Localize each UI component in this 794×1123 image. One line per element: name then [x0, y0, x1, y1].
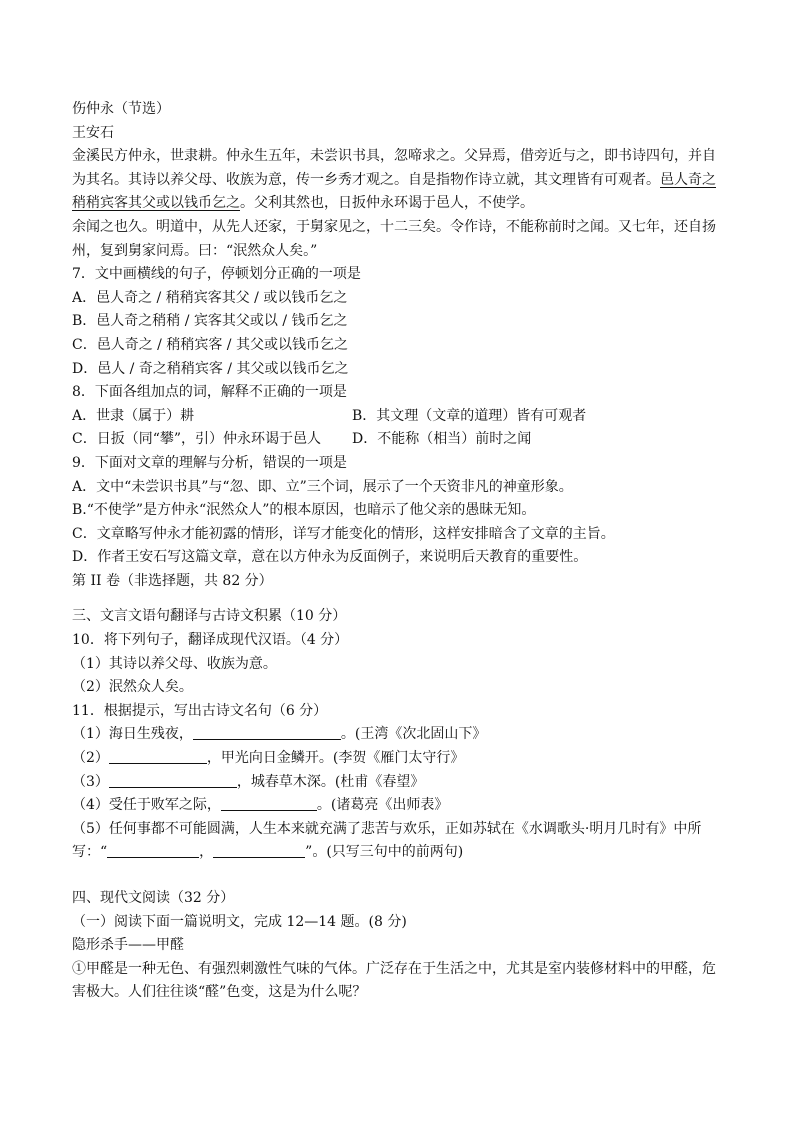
spacer: [72, 593, 722, 605]
section-3-title: 三、文言文语句翻译与古诗文积累（10 分）: [72, 608, 347, 625]
answer-blank[interactable]: [109, 748, 207, 764]
answer-blank[interactable]: [193, 724, 341, 740]
article-paragraph-1: ①甲醛是一种无色、有强烈刺激性气味的气体。广泛存在于生活之中，尤其是室内装修材料中的甲醛，危害极大。人们往往谈“醛”色变，这是为什么呢？: [72, 960, 716, 1001]
q7-option-a: A．邑人奇之 / 稍稍宾客其父 / 或以钱币乞之: [72, 289, 348, 306]
q11-item-4: [72, 794, 722, 818]
q9-option-d: D．作者王安石写这篇文章，意在以方仲永为反面例子，来说明后天教育的重要性。: [72, 549, 588, 566]
question-7-stem: 7．文中画横线的句子，停顿划分正确的一项是: [72, 266, 361, 283]
q11-item-2: [72, 747, 722, 771]
q11-item-5: [72, 818, 722, 865]
q8-option-a: A．世隶（属于）耕: [72, 407, 195, 424]
q8-option-d: D．不能称（相当）前时之闻: [352, 431, 532, 448]
question-10-stem: 10．将下列句子，翻译成现代汉语。（4 分）: [72, 632, 349, 649]
q7-option-c: C．邑人奇之 / 稍稍宾客 / 其父或以钱币乞之: [72, 336, 348, 353]
question-9-stem: 9．下面对文章的理解与分析，错误的一项是: [72, 454, 347, 471]
q11-item-1-prompt: （1）海日生残夜，: [72, 726, 193, 743]
q11-item-3: [72, 771, 722, 795]
q10-item-2: （2）泯然众人矣。: [72, 679, 193, 696]
q11-item-5-prompt-cont: 写：“: [72, 844, 108, 861]
passage-p1-text: 金溪民方仲永，世隶耕。仲永生五年，未尝识书具，忽啼求之。父异焉，借旁近与之，即书诗四句，并自为其名。其诗以养父母、收族为意，传一乡秀才观之。自是指物作诗立就，其文理皆有可观者。: [72, 148, 716, 188]
q10-item-1: （1）其诗以养父母、收族为意。: [72, 655, 277, 672]
article-title: 隐形杀手——甲醛: [72, 937, 184, 954]
part-2-heading: 第 II 卷（非选择题，共 82 分）: [72, 572, 273, 589]
q11-item-4-source: 。(诸葛亮《出师表》: [316, 797, 449, 814]
q7-option-d: D．邑人 / 奇之稍稍宾客 / 其父或以钱币乞之: [72, 360, 349, 377]
q11-item-5-prompt: （5）任何事都不可能圆满，人生本来就充满了悲苦与欢乐，正如苏轼在《水调歌头·明月几时有》中所: [72, 820, 702, 837]
q9-option-a: A．文中“未尝识书具”与“忽、即、立”三个词，展示了一个天资非凡的神童形象。: [72, 478, 573, 495]
answer-blank[interactable]: [213, 842, 305, 858]
q11-item-2-source: ，甲光向日金鳞开。(李贺《雁门太守行》: [206, 750, 465, 767]
section-4-subheading: （一）阅读下面一篇说明文，完成 12—14 题。(8 分): [72, 913, 407, 930]
q11-item-2-prompt: （2）: [72, 750, 109, 767]
q11-item-3-prompt: （3）: [72, 773, 109, 790]
q8-options-row-2: [72, 428, 722, 452]
q11-item-1-source: 。(王湾《次北固山下》: [340, 726, 487, 743]
exam-page: [72, 98, 722, 1005]
passage-paragraph-1: [72, 145, 722, 216]
answer-blank[interactable]: [107, 842, 199, 858]
passage-author: 王安石: [72, 124, 114, 141]
q8-option-c: C．日扳（同“攀”，引）仲永环谒于邑人: [72, 431, 322, 448]
passage-title: 伤仲永（节选）: [72, 101, 170, 117]
section-4-title: 四、现代文阅读（32 分）: [72, 890, 235, 906]
q11-item-4-prompt: （4）受任于败军之际，: [72, 797, 221, 814]
q11-item-1: [72, 723, 722, 747]
question-8-stem: 8．下面各组加点的词，解释不正确的一项是: [72, 384, 347, 401]
q11-item-5-note: ”。(只写三句中的前两句): [305, 844, 464, 861]
underlined-sentence: 邑人奇之稍稍宾客其父或以钱币乞之: [72, 171, 716, 212]
comma: ，: [199, 844, 214, 861]
spacer: [72, 865, 722, 887]
answer-blank[interactable]: [221, 795, 317, 811]
q9-option-c: C．文章略写仲永才能初露的情形，详写才能变化的情形，这样安排暗含了文章的主旨。: [72, 525, 615, 542]
q9-option-b: B.“不使学”是方仲永“泯然众人”的根本原因，也暗示了他父亲的愚昧无知。: [72, 502, 536, 519]
question-11-stem: 11．根据提示，写出古诗文名句（6 分）: [72, 702, 328, 719]
passage-p1-text-end: 。父利其然也，日扳仲永环谒于邑人，不使学。: [240, 195, 534, 212]
q8-option-b: B．其文理（文章的道理）皆有可观者: [352, 407, 587, 424]
q11-item-3-source: ，城春草木深。(杜甫《春望》: [236, 773, 425, 790]
passage-paragraph-2: 余闻之也久。明道中，从先人还家，于舅家见之，十二三矣。令作诗，不能称前时之闻。又七年，还自扬州，复到舅家问焉。曰：“泯然众人矣。”: [72, 218, 716, 259]
q7-option-b: B．邑人奇之稍稍 / 宾客其父或以 / 钱币乞之: [72, 313, 348, 330]
answer-blank[interactable]: [109, 772, 237, 788]
q8-options-row-1: [72, 405, 722, 429]
